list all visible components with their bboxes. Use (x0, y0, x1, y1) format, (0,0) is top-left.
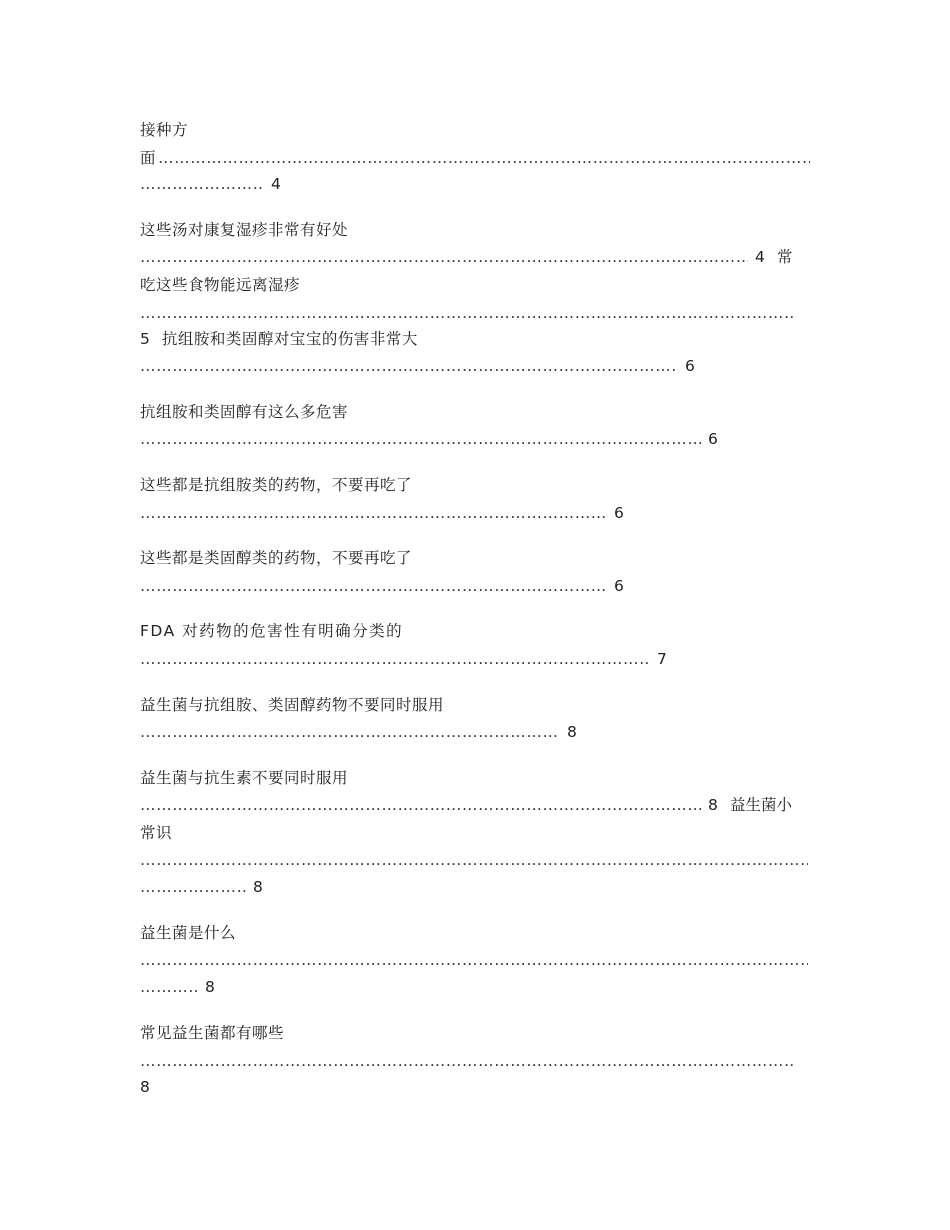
toc-entry-leader (140, 576, 640, 596)
dot-leader (158, 148, 810, 168)
dot-leader (140, 850, 808, 870)
dot-leader (140, 950, 808, 970)
toc-entry-leader (140, 148, 810, 168)
toc-page-number[interactable]: 8 (567, 723, 577, 741)
toc-entry-title[interactable]: 这些都是类固醇类的药物，不要再吃了 (140, 549, 413, 567)
toc-entry-line (140, 329, 418, 349)
toc-entry-leader (140, 429, 730, 449)
dot-leader (140, 247, 748, 267)
dot-leader (140, 429, 701, 449)
toc-page-number[interactable]: 6 (614, 504, 624, 522)
toc-entry-title[interactable]: 常 (777, 248, 793, 266)
toc-entry-title[interactable]: 益生菌与抗生素不要同时服用 (140, 769, 349, 787)
toc-entry-title[interactable]: 面 (140, 149, 157, 167)
toc-entry-title[interactable]: 接种方 (140, 121, 189, 139)
toc-page-number[interactable]: 6 (708, 430, 718, 448)
toc-entry-leader (140, 303, 800, 323)
toc-entry-title[interactable]: 益生菌与抗组胺、类固醇药物不要同时服用 (140, 696, 445, 714)
toc-page-number[interactable]: 5 (140, 330, 151, 348)
toc-page-number[interactable]: 7 (657, 650, 667, 668)
toc-entry-leader (140, 174, 300, 194)
toc-entry-leader (140, 1051, 800, 1071)
toc-entry-title[interactable]: 抗组胺和类固醇对宝宝的伤害非常大 (161, 330, 418, 348)
toc-page-number[interactable]: 4 (755, 248, 765, 266)
toc-page-number[interactable]: 8 (253, 878, 263, 896)
toc-page-number[interactable]: 6 (685, 357, 695, 375)
toc-entry-leader (140, 977, 230, 997)
dot-leader (140, 722, 560, 742)
toc-page-number[interactable]: 8 (205, 978, 215, 996)
toc-entry-title[interactable]: 益生菌是什么 (140, 924, 237, 942)
toc-entry-title[interactable]: 常见益生菌都有哪些 (140, 1024, 285, 1042)
toc-entry-leader (140, 503, 640, 523)
toc-entry-leader (140, 950, 810, 970)
toc-page-number[interactable]: 4 (271, 175, 281, 193)
dot-leader (140, 977, 198, 997)
dot-leader (140, 576, 606, 596)
toc-entry-leader (140, 795, 810, 815)
dot-leader (140, 795, 701, 815)
toc-page-number[interactable]: 8 (140, 1078, 151, 1096)
toc-entry-title[interactable]: 常识 (140, 824, 173, 842)
toc-entry-leader (140, 649, 680, 669)
toc-entry-title[interactable]: 益生菌小 (730, 796, 793, 814)
toc-page-number[interactable]: 6 (614, 577, 624, 595)
toc-entry-leader (140, 877, 280, 897)
toc-page-number[interactable]: 8 (708, 796, 718, 814)
dot-leader (140, 1051, 796, 1071)
dot-leader (140, 649, 650, 669)
dot-leader (140, 503, 606, 523)
toc-entry-title[interactable]: 这些汤对康复湿疹非常有好处 (140, 221, 349, 239)
toc-entry-title[interactable]: 吃这些食物能远离湿疹 (140, 276, 301, 294)
toc-entry-leader (140, 247, 810, 267)
toc-entry-leader (140, 850, 810, 870)
dot-leader (140, 303, 796, 323)
toc-entry-leader (140, 722, 600, 742)
dot-leader (140, 174, 264, 194)
toc-entry-title[interactable]: FDA 对药物的危害性有明确分类的 (140, 622, 404, 640)
dot-leader (140, 356, 678, 376)
toc-entry-leader (140, 356, 700, 376)
toc-entry-title[interactable]: 这些都是抗组胺类的药物，不要再吃了 (140, 476, 413, 494)
dot-leader (140, 877, 246, 897)
toc-entry-title[interactable]: 抗组胺和类固醇有这么多危害 (140, 403, 349, 421)
